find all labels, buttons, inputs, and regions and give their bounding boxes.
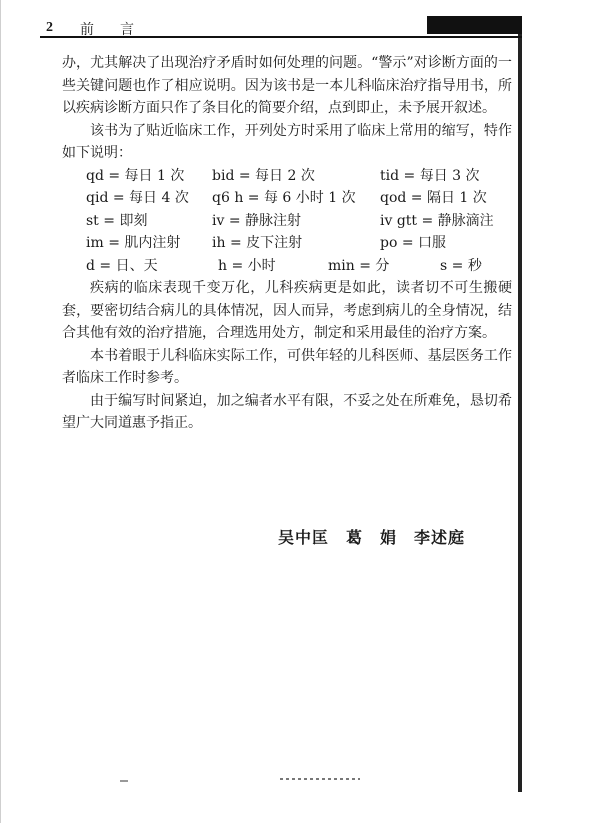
scan-artifact: [280, 778, 360, 780]
body-text: [62, 52, 512, 435]
abbreviation-item: qid = 每日 4 次: [86, 190, 189, 206]
author-signature: 吴中匡 葛 娟 李述庭: [278, 528, 466, 547]
scan-artifact: [120, 780, 128, 782]
running-header: [40, 18, 522, 38]
page-edge: [518, 32, 522, 792]
abbreviation-table: [62, 165, 512, 278]
abbreviation-row: [62, 255, 512, 278]
abbreviation-item: iv = 静脉注射: [212, 212, 302, 229]
abbreviation-item: qd = 每日 1 次: [86, 167, 185, 184]
page-number: 2: [46, 20, 53, 35]
abbreviation-item: min = 分: [328, 257, 390, 274]
abbreviation-row: [62, 210, 512, 233]
abbreviation-item: q6 h = 每 6 小时 1 次: [212, 190, 356, 206]
header-title: 前言: [80, 22, 160, 38]
paragraph: 本书着眼于儿科临床实际工作，可供年轻的儿科医师、基层医务工作者临床工作时参考。: [62, 347, 512, 386]
abbreviation-item: iv gtt = 静脉滴注: [380, 212, 494, 229]
abbreviation-item: tid = 每日 3 次: [380, 167, 480, 184]
header-tab-bar: [427, 16, 522, 34]
abbreviation-item: po = 口服: [380, 235, 447, 251]
abbreviation-item: qod = 隔日 1 次: [380, 190, 487, 206]
abbreviation-item: d = 日、天: [86, 257, 158, 274]
abbreviation-item: s = 秒: [440, 257, 482, 274]
abbreviation-row: [62, 232, 512, 255]
paragraph: 该书为了贴近临床工作，开列处方时采用了临床上常用的缩写，特作如下说明：: [62, 122, 512, 161]
abbreviation-row: [62, 165, 512, 188]
abbreviation-row: [62, 187, 512, 210]
abbreviation-item: h = 小时: [218, 257, 276, 274]
paragraph: 疾病的临床表现千变万化，儿科疾病更是如此，读者切不可生搬硬套，要密切结合病儿的具体情况，因人而异，考虑到病儿的全身情况，结合其他有效的治疗措施，合理选用处方，制定和采用最佳的治疗方案。: [62, 280, 512, 341]
abbreviation-item: im = 肌内注射: [86, 235, 181, 251]
paragraph: 办，尤其解决了出现治疗矛盾时如何处理的问题。“警示”对诊断方面的一些关键问题也作了相应说明。因为该书是一本儿科临床治疗指导用书，所以疾病诊断方面只作了条目化的简要介绍，点到即止，未予展开叙述。: [62, 55, 512, 116]
abbreviation-item: st = 即刻: [86, 212, 148, 229]
abbreviation-item: bid = 每日 2 次: [212, 167, 315, 184]
paragraph: 由于编写时间紧迫，加之编者水平有限，不妥之处在所难免，恳切希望广大同道惠予指正。: [62, 392, 512, 431]
abbreviation-item: ih = 皮下注射: [212, 235, 303, 251]
